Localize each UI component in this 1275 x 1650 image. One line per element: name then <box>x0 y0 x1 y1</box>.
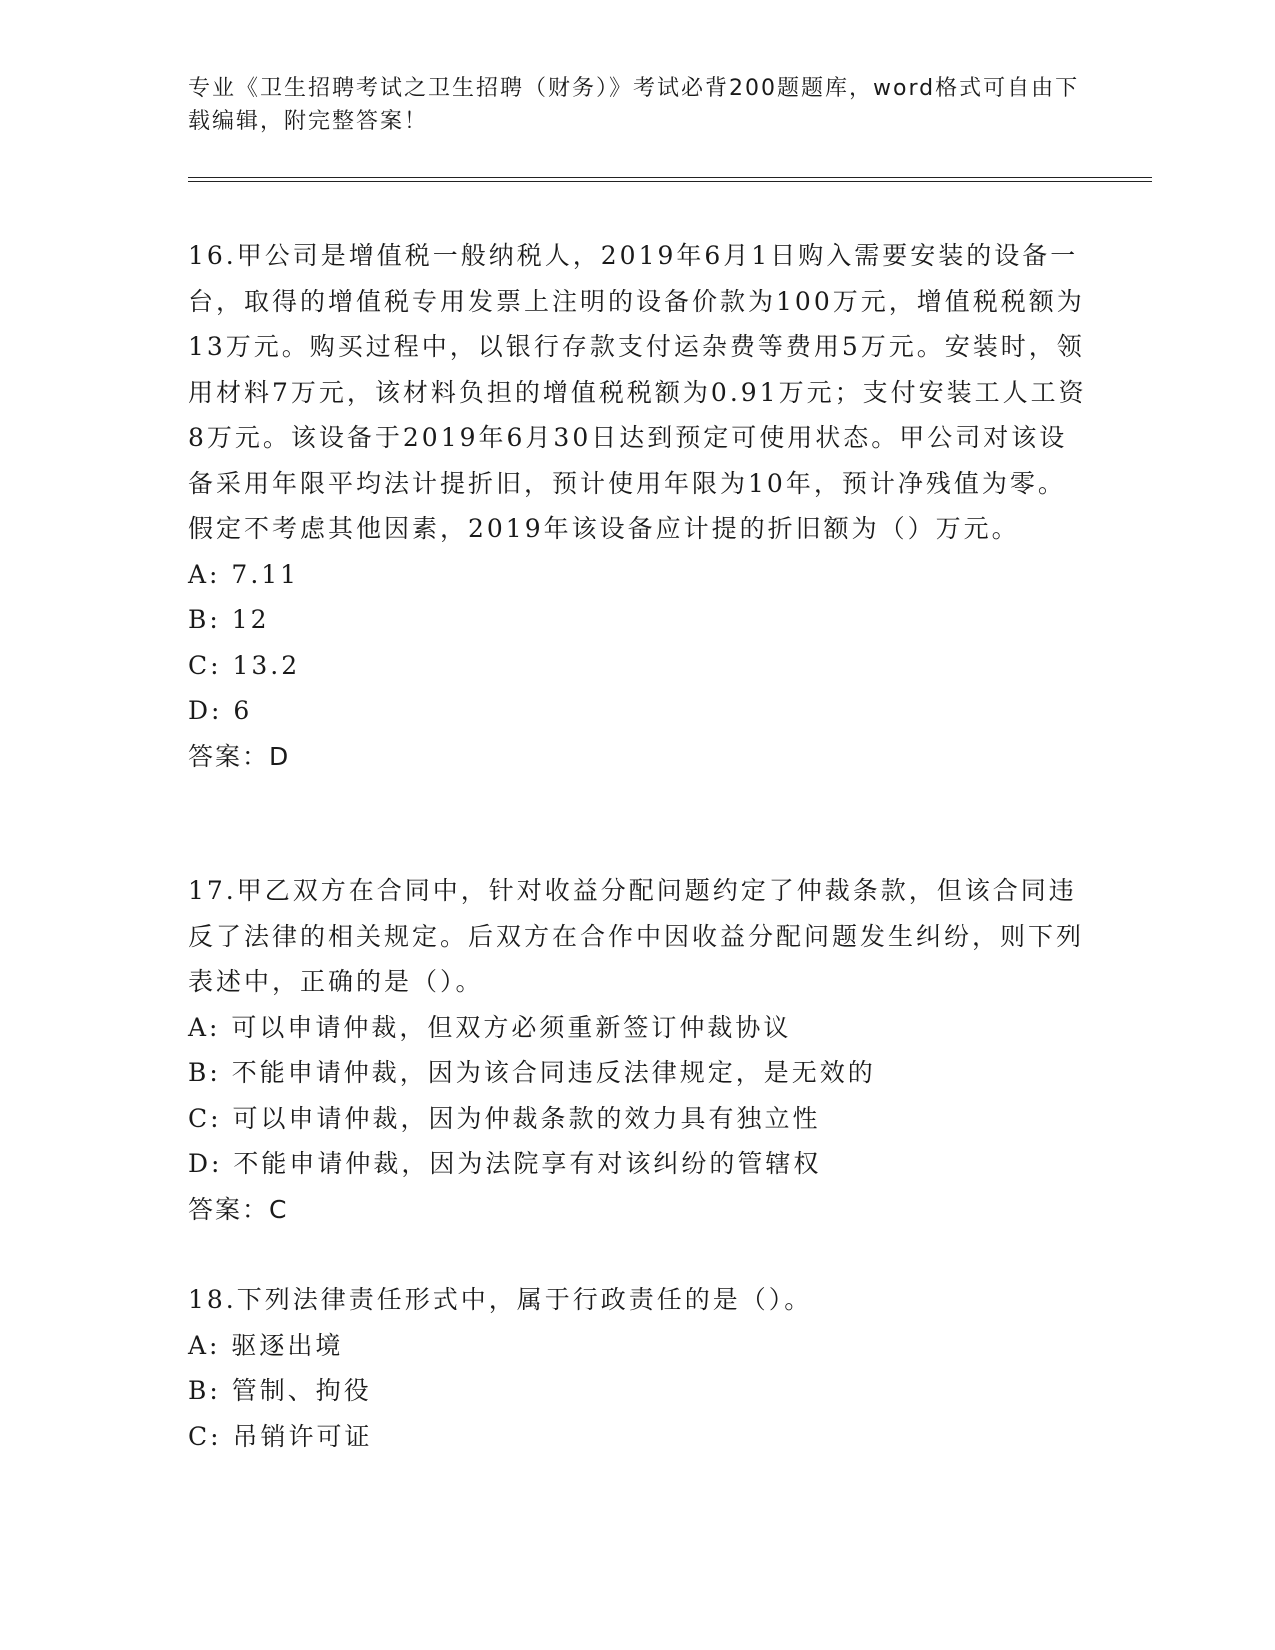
question-17 <box>188 868 1088 1232</box>
question-16 <box>188 233 1088 779</box>
option-d: D: 6 <box>188 696 253 725</box>
option-b: B: 不能申请仲裁，因为该合同违反法律规定，是无效的 <box>188 1058 876 1087</box>
option-c: C: 13.2 <box>188 650 301 680</box>
question-text: 17.甲乙双方在合同中，针对收益分配问题约定了仲裁条款，但该合同违反了法律的相关规定。后双方在合作中因收益分配问题发生纠纷，则下列表述中，正确的是（）。 <box>188 876 1085 996</box>
question-text: 16.甲公司是增值税一般纳税人，2019年6月1日购入需要安装的设备一台，取得的增值税专用发票上注明的设备价款为100万元，增值税税额为13万元。购买过程中，以银行存款支付运杂费等费用5万元。安装时，领用材料7万元，该材料负担的增值税税额为0.91万元；支付安装工人工资8万元。该设备于2019年6月30日达到预定可使用状态。甲公司对该设备采用年限平均法计提折旧，预计使用年限为10年，预计净残值为零。假定不考虑其他因素，2019年该设备应计提的折旧额为（）万元。 <box>188 241 1087 543</box>
answer-line: 答案：D <box>188 741 291 771</box>
option-b: B: 管制、拘役 <box>188 1376 372 1405</box>
option-a: A: 7.11 <box>188 559 300 589</box>
option-c: C: 可以申请仲裁，因为仲裁条款的效力具有独立性 <box>188 1103 821 1133</box>
header-divider <box>188 177 1152 182</box>
document-header: 专业《卫生招聘考试之卫生招聘（财务）》考试必背200题题库，word格式可自由下载编辑，附完整答案！ <box>188 76 1080 134</box>
answer-line: 答案：C <box>188 1194 289 1224</box>
question-text: 18.下列法律责任形式中，属于行政责任的是（）。 <box>188 1285 813 1314</box>
option-a: A: 驱逐出境 <box>188 1330 344 1360</box>
question-18 <box>188 1277 1088 1459</box>
option-d: D: 不能申请仲裁，因为法院享有对该纠纷的管辖权 <box>188 1149 822 1178</box>
option-c: C: 吊销许可证 <box>188 1421 373 1451</box>
option-b: B: 12 <box>188 605 270 634</box>
option-a: A: 可以申请仲裁，但双方必须重新签订仲裁协议 <box>188 1012 792 1042</box>
